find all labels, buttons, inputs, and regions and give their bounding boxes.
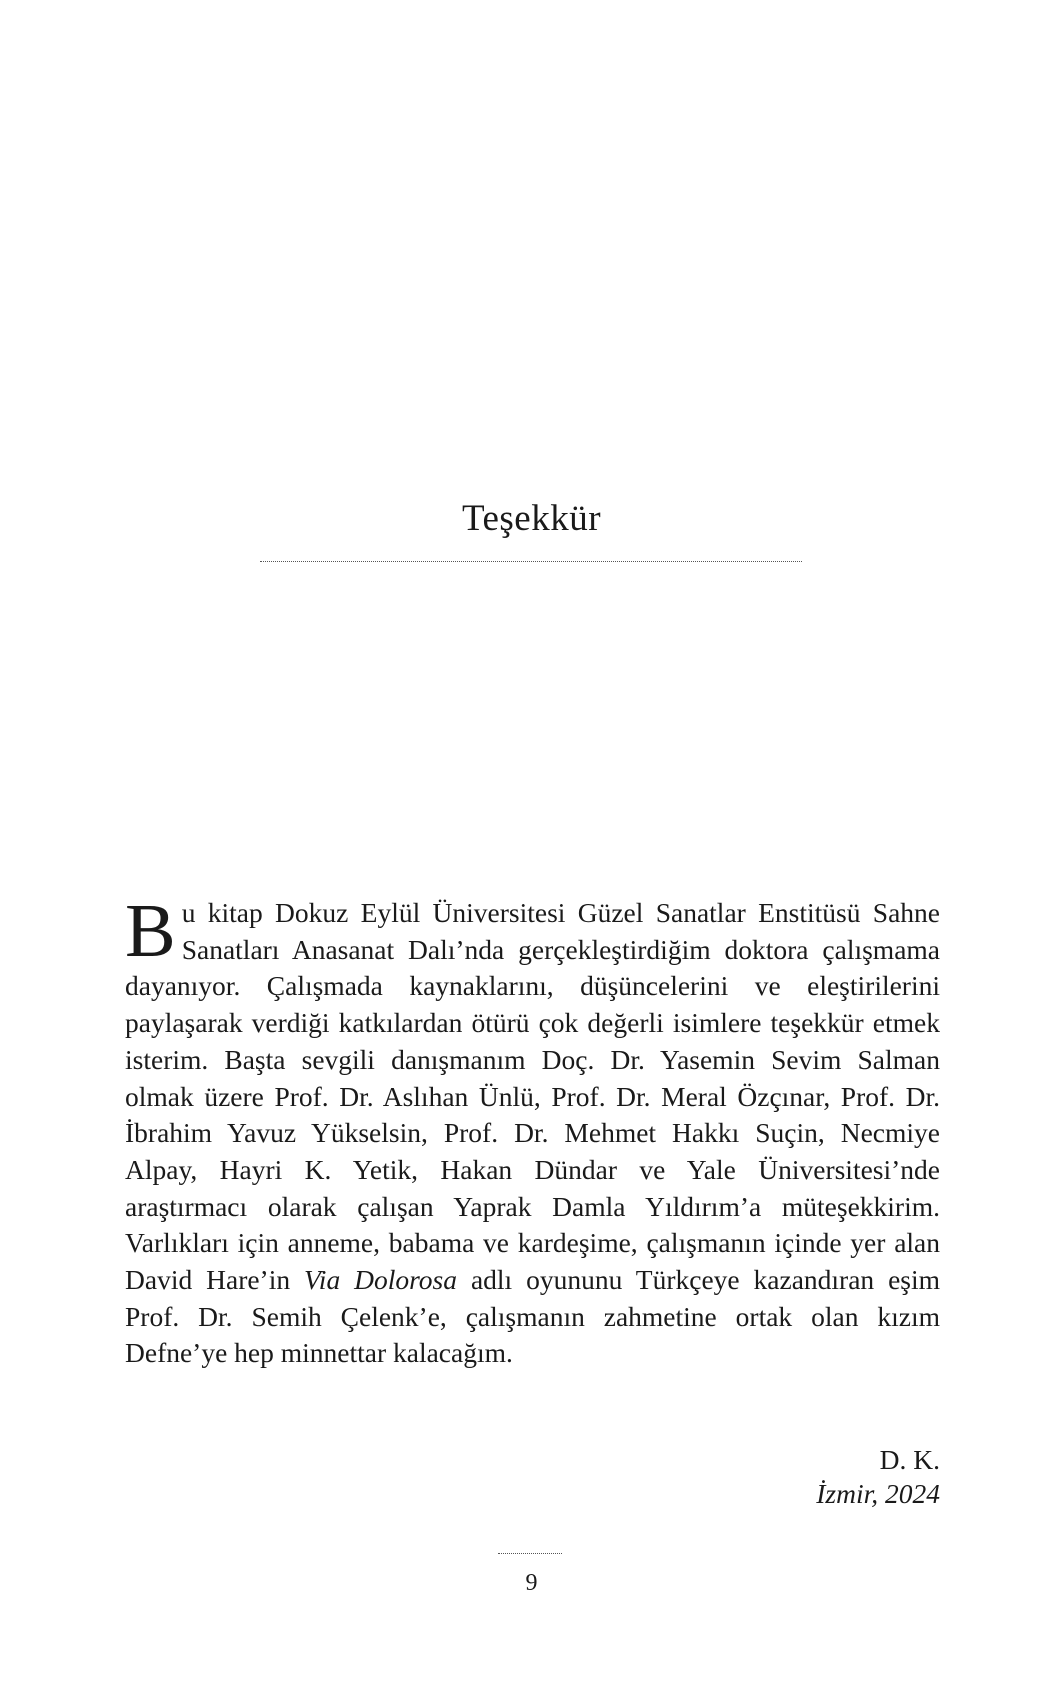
paragraph-text-start: u kitap Dokuz Eylül Üniversitesi Güzel Sanatlar Enstitüsü Sahne Sanatları Anasanat Dalı’nda gerçekleştirdiğim doktora çalışmama dayanıyor. Çalışmada kaynaklarını, düşüncelerini ve eleştirilerini paylaşarak verdiği katkılardan ötürü çok değerli isimlere teşekkür etmek isterim. Başta sevgili danışmanım Doç. Dr. Yasemin Sevim Salman olmak üzere Prof. Dr. Aslıhan Ünlü, Prof. Dr. Meral Özçınar, Prof. Dr. İbrahim Yavuz Yükselsin, Prof. Dr. Mehmet Hakkı Suçin, Necmiye Alpay, Hayri K. Yetik, Hakan Dündar ve Yale Üniversitesi’nde araştırmacı olarak çalışan Yaprak Damla Yıldırım’a müteşekkirim. Varlıkları için anneme, babama ve kardeşime, çalışmanın içinde yer alan David Hare’in [125, 897, 940, 1296]
acknowledgement-paragraph [125, 889, 941, 1372]
play-title: Via Dolorosa [304, 1264, 458, 1296]
author-initials: D. K. [879, 1444, 940, 1475]
paragraph-text-end: adlı oyununu Türkçeye kazandıran eşim Prof. Dr. Semih Çelenk’e, çalışmanın zahmetine ortak olan kızım Defne’ye hep minnettar kalacağım. [125, 1264, 941, 1369]
page-title: Teşekkür [461, 498, 602, 539]
page-number-divider [498, 1553, 562, 1554]
page-number: 9 [525, 1570, 538, 1596]
place-and-date: İzmir, 2024 [816, 1478, 940, 1509]
title-divider [260, 561, 802, 562]
drop-cap: B [125, 889, 176, 973]
